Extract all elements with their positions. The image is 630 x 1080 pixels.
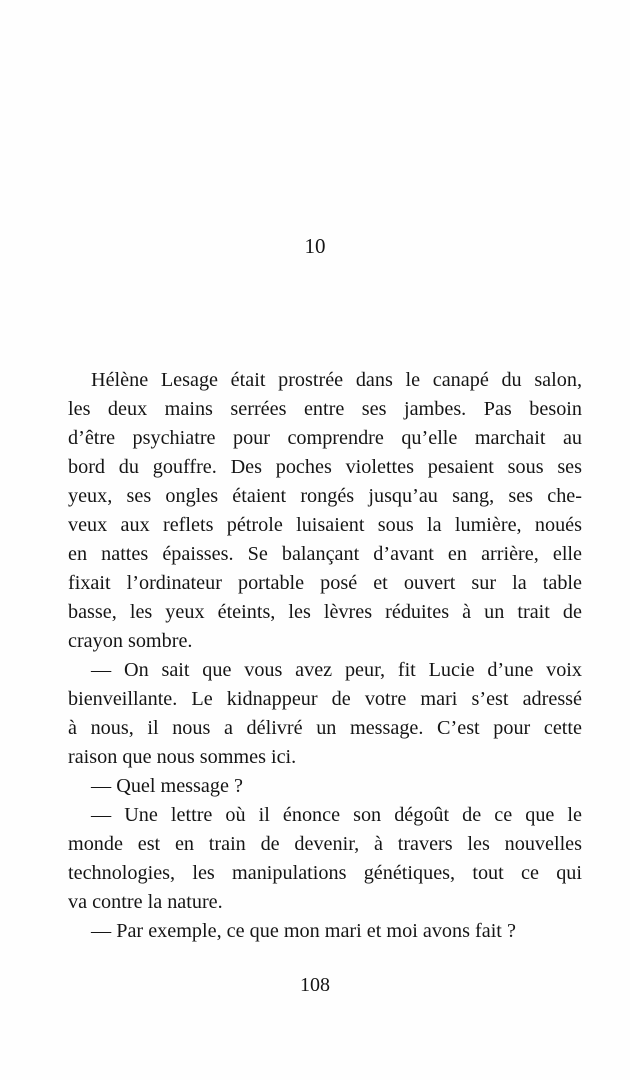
text-line: bord du gouffre. Des poches violettes pesaient sous ses [68, 456, 582, 478]
text-line: les deux mains serrées entre ses jambes. Pas besoin [68, 398, 582, 420]
text-line: d’être psychiatre pour comprendre qu’elle marchait au [68, 427, 582, 449]
text-line: raison que nous sommes ici. [68, 746, 297, 768]
text-line: bienveillante. Le kidnappeur de votre mari s’est adressé [68, 688, 582, 710]
page-number: 108 [300, 974, 330, 996]
text-line: fixait l’ordinateur portable posé et ouvert sur la table [68, 572, 582, 594]
text-line: basse, les yeux éteints, les lèvres réduites à un trait de [68, 601, 582, 623]
text-line: monde est en train de devenir, à travers les nouvelles [68, 833, 582, 855]
text-line: va contre la nature. [68, 891, 223, 913]
text-line: — Quel message ? [91, 775, 243, 797]
paragraph [68, 366, 582, 656]
text-line: yeux, ses ongles étaient rongés jusqu’au sang, ses che- [68, 485, 582, 507]
text-line: — Une lettre où il énonce son dégoût de ce que le [91, 804, 582, 826]
text-line: technologies, les manipulations génétiques, tout ce qui [68, 862, 582, 884]
text-line: à nous, il nous a délivré un message. C’est pour cette [68, 717, 582, 739]
paragraph [68, 801, 582, 917]
text-line: en nattes épaisses. Se balançant d’avant en arrière, elle [68, 543, 582, 565]
paragraph [68, 656, 582, 772]
text-line: Hélène Lesage était prostrée dans le canapé du salon, [91, 369, 582, 391]
text-line: crayon sombre. [68, 630, 193, 652]
body-text [68, 366, 582, 946]
text-line: veux aux reflets pétrole luisaient sous la lumière, noués [68, 514, 582, 536]
paragraph [68, 917, 582, 946]
text-line: — Par exemple, ce que mon mari et moi avons fait ? [91, 920, 516, 942]
text-line: — On sait que vous avez peur, fit Lucie d’une voix [91, 659, 582, 681]
paragraph [68, 772, 582, 801]
chapter-number: 10 [304, 234, 326, 258]
